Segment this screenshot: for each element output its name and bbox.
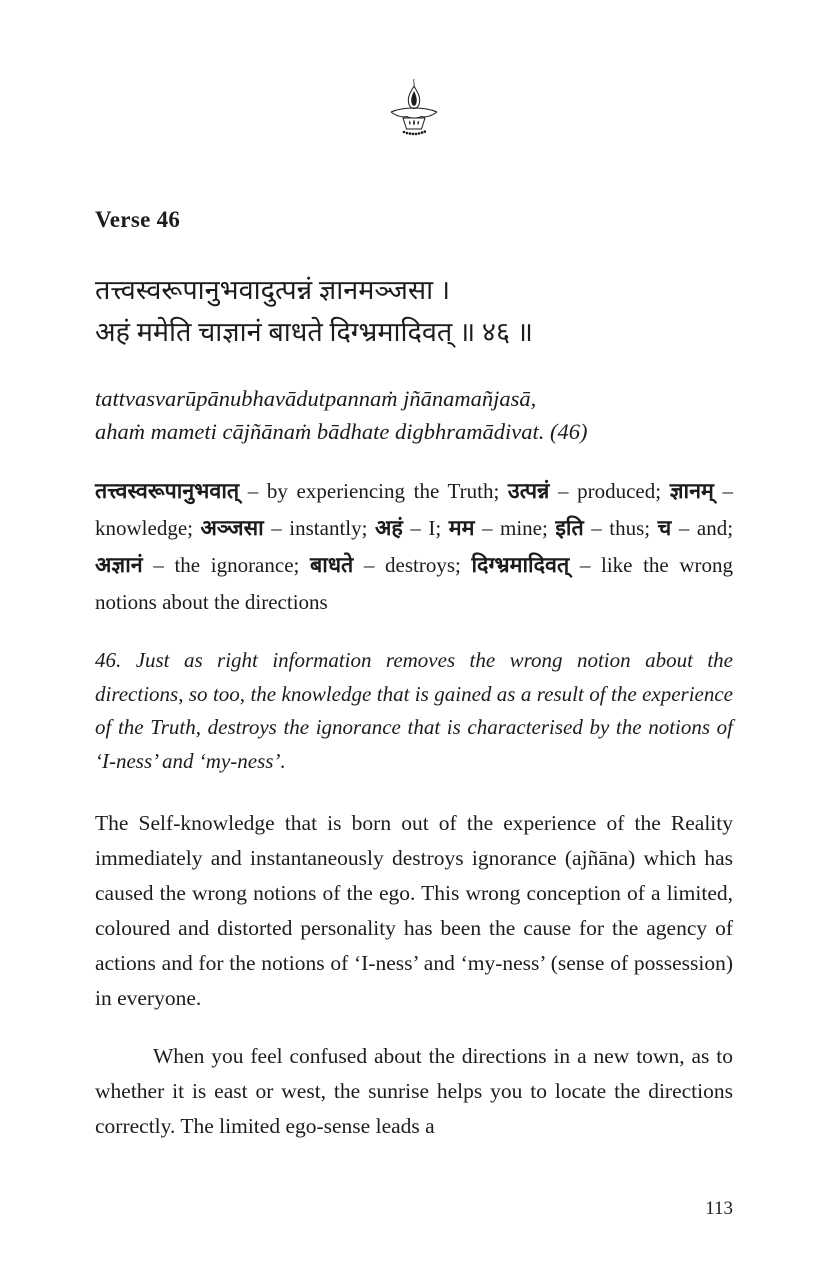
- word-meaning: – and;: [678, 516, 734, 540]
- translation-text: Just as right information removes the wrong notion about the directions, so too, the knowledge that is gained as a result of the experience of the Truth, destroys the ignorance that is characterised by the notions of ‘I-ness’ and ‘my-ness’.: [95, 648, 733, 773]
- verse-translation: [95, 644, 733, 778]
- word-meaning: – by experiencing the Truth;: [247, 479, 508, 503]
- sanskrit-word: इति: [555, 516, 584, 540]
- sanskrit-word: दिग्भ्रमादिवत्: [471, 553, 570, 577]
- word-meaning: – produced;: [557, 479, 670, 503]
- word-meaning: – destroys;: [363, 553, 472, 577]
- word-meaning: – mine;: [481, 516, 556, 540]
- word-meaning: – I;: [410, 516, 449, 540]
- transliteration-line-1: tattvasvarūpānubhavādutpannaṁ jñānamañjasā,: [95, 386, 537, 411]
- transliteration: [95, 382, 733, 448]
- sanskrit-word: उत्पन्नं: [507, 479, 550, 503]
- word-meaning: – like the wrong notions about the directions: [95, 553, 734, 614]
- sanskrit-word: बाधते: [309, 553, 354, 577]
- sanskrit-word: अज्ञानं: [95, 553, 143, 577]
- sanskrit-word: अहं: [374, 516, 403, 540]
- page-number: 113: [705, 1198, 733, 1219]
- devanagari-verse-line-1: तत्त्वस्वरूपानुभवादुत्पन्नं ज्ञानमञ्जसा ।: [95, 275, 451, 305]
- word-meaning: – the ignorance;: [153, 553, 310, 577]
- devanagari-verse-line-2: अहं ममेति चाज्ञानं बाधते दिग्भ्रमादिवत् ॥ ४६ ॥: [95, 317, 533, 347]
- transliteration-line-2: ahaṁ mameti cājñānaṁ bādhate digbhramādivat. (46): [95, 419, 588, 444]
- commentary-paragraph-2: When you feel confused about the directions in a new town, as to whether it is east or west, the sunrise helps you to locate the directions correctly. The limited ego-sense leads a: [95, 1044, 733, 1138]
- sanskrit-word: तत्त्वस्वरूपानुभवात्: [95, 479, 240, 503]
- word-meaning: – thus;: [591, 516, 658, 540]
- diya-lamp-icon: [389, 78, 439, 136]
- sanskrit-word: मम: [448, 516, 475, 540]
- word-meaning: – knowledge;: [95, 479, 734, 540]
- word-meaning: – instantly;: [271, 516, 375, 540]
- sanskrit-word: च: [657, 516, 672, 540]
- page-ornament: [95, 0, 733, 136]
- devanagari-verse: [95, 269, 733, 353]
- commentary-paragraph-1: The Self-knowledge that is born out of the experience of the Reality immediately and instantaneously destroys ignorance (ajñāna) which has caused the wrong notions of the ego. This wrong conception of a limited, coloured and distorted personality has been the cause for the agency of actions and for the notions of ‘I-ness’ and ‘my-ness’ (sense of possession) in everyone.: [95, 811, 733, 1010]
- sanskrit-word: ज्ञानम्: [669, 479, 714, 503]
- word-by-word-meanings: [95, 473, 733, 621]
- translation-verse-number: 46.: [95, 648, 122, 672]
- verse-heading: Verse 46: [95, 207, 181, 232]
- sanskrit-word: अञ्जसा: [200, 516, 264, 540]
